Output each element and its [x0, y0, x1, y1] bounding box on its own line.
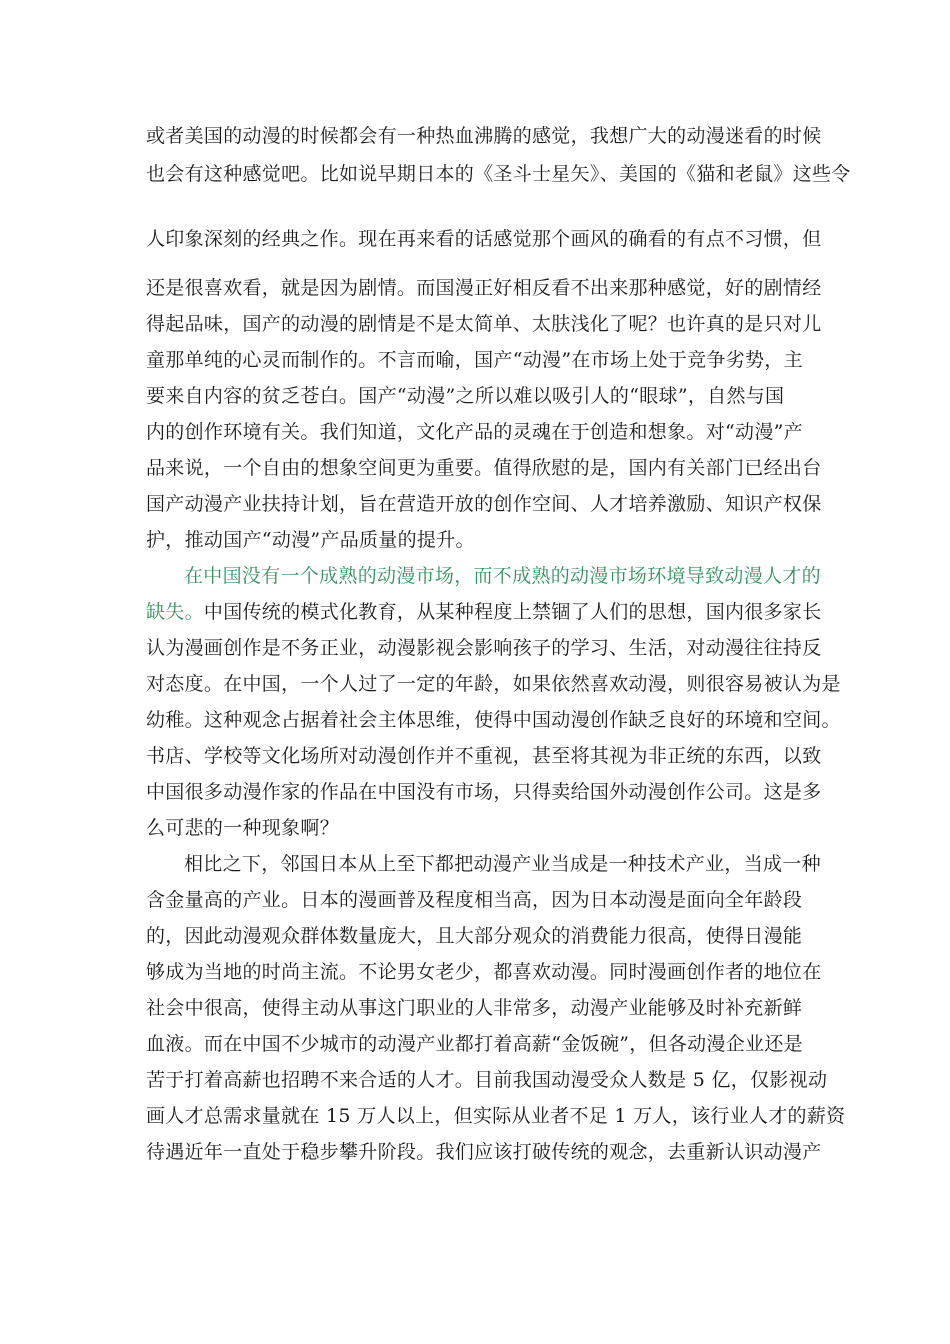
- text-line: 也会有这种感觉吧。比如说早期日本的《圣斗士星矢》、美国的《猫和老鼠》这些令: [146, 163, 851, 185]
- text-line: 童那单纯的心灵而制作的。不言而喻，国产“动漫”在市场上处于竞争劣势，主: [146, 349, 803, 371]
- text-segment: 中国传统的模式化教育，从某种程度上禁锢了人们的思想，国内很多家长: [203, 601, 822, 623]
- text-line: 人印象深刻的经典之作。现在再来看的话感觉那个画风的确看的有点不习惯，但: [146, 228, 822, 250]
- text-line: 中国很多动漫作家的作品在中国没有市场，只得卖给国外动漫创作公司。这是多: [146, 781, 822, 803]
- text-line: [146, 600, 822, 624]
- text-line: 内的创作环境有关。我们知道，文化产品的灵魂在于创造和想象。对“动漫”产: [146, 421, 803, 443]
- text-line: 品来说，一个自由的想象空间更为重要。值得欣慰的是，国内有关部门已经出台: [146, 457, 822, 479]
- text-line: 要来自内容的贫乏苍白。国产“动漫”之所以难以吸引人的“眼球”，自然与国: [146, 385, 785, 407]
- text-line: 得起品味，国产的动漫的剧情是不是太简单、太肤浅化了呢？也许真的是只对儿: [146, 313, 822, 335]
- text-line: 含金量高的产业。日本的漫画普及程度相当高，因为日本动漫是面向全年龄段: [146, 889, 803, 911]
- highlighted-sentence: 在中国没有一个成熟的动漫市场，而不成熟的动漫市场环境导致动漫人才的: [184, 565, 821, 587]
- highlighted-sentence-tail: 缺失。: [146, 601, 204, 623]
- text-line: 社会中很高，使得主动从事这门职业的人非常多，动漫产业能够及时补充新鲜: [146, 997, 803, 1019]
- text-line: 书店、学校等文化场所对动漫创作并不重视，甚至将其视为非正统的东西，以致: [146, 745, 822, 767]
- text-line: 够成为当地的时尚主流。不论男女老少，都喜欢动漫。同时漫画创作者的地位在: [146, 961, 822, 983]
- text-line: 认为漫画创作是不务正业，动漫影视会影响孩子的学习、生活，对动漫往往持反: [146, 637, 822, 659]
- text-line: 的，因此动漫观众群体数量庞大，且大部分观众的消费能力很高，使得日漫能: [146, 925, 803, 947]
- text-line: 画人才总需求量就在 15 万人以上，但实际从业者不足 1 万人，该行业人才的薪资: [146, 1105, 846, 1127]
- text-line: 对态度。在中国，一个人过了一定的年龄，如果依然喜欢动漫，则很容易被认为是: [146, 673, 841, 695]
- text-line: 护，推动国产“动漫”产品质量的提升。: [146, 529, 475, 551]
- text-line: 或者美国的动漫的时候都会有一种热血沸腾的感觉，我想广大的动漫迷看的时候: [146, 125, 822, 147]
- text-line: 还是很喜欢看，就是因为剧情。而国漫正好相反看不出来那种感觉，好的剧情经: [146, 277, 822, 299]
- text-line: 么可悲的一种现象啊？: [146, 817, 340, 839]
- text-line: 苦于打着高薪也招聘不来合适的人才。目前我国动漫受众人数是 5 亿，仅影视动: [146, 1069, 828, 1091]
- text-line: 血液。而在中国不少城市的动漫产业都打着高薪“金饭碗”，但各动漫企业还是: [146, 1033, 803, 1055]
- paragraph-first-line: 相比之下，邻国日本从上至下都把动漫产业当成是一种技术产业，当成一种: [184, 853, 821, 875]
- text-line: 待遇近年一直处于稳步攀升阶段。我们应该打破传统的观念，去重新认识动漫产: [146, 1141, 822, 1163]
- text-line: 国产动漫产业扶持计划，旨在营造开放的创作空间、人才培养激励、知识产权保: [146, 493, 822, 515]
- text-line: 幼稚。这种观念占据着社会主体思维，使得中国动漫创作缺乏良好的环境和空间。: [146, 709, 841, 731]
